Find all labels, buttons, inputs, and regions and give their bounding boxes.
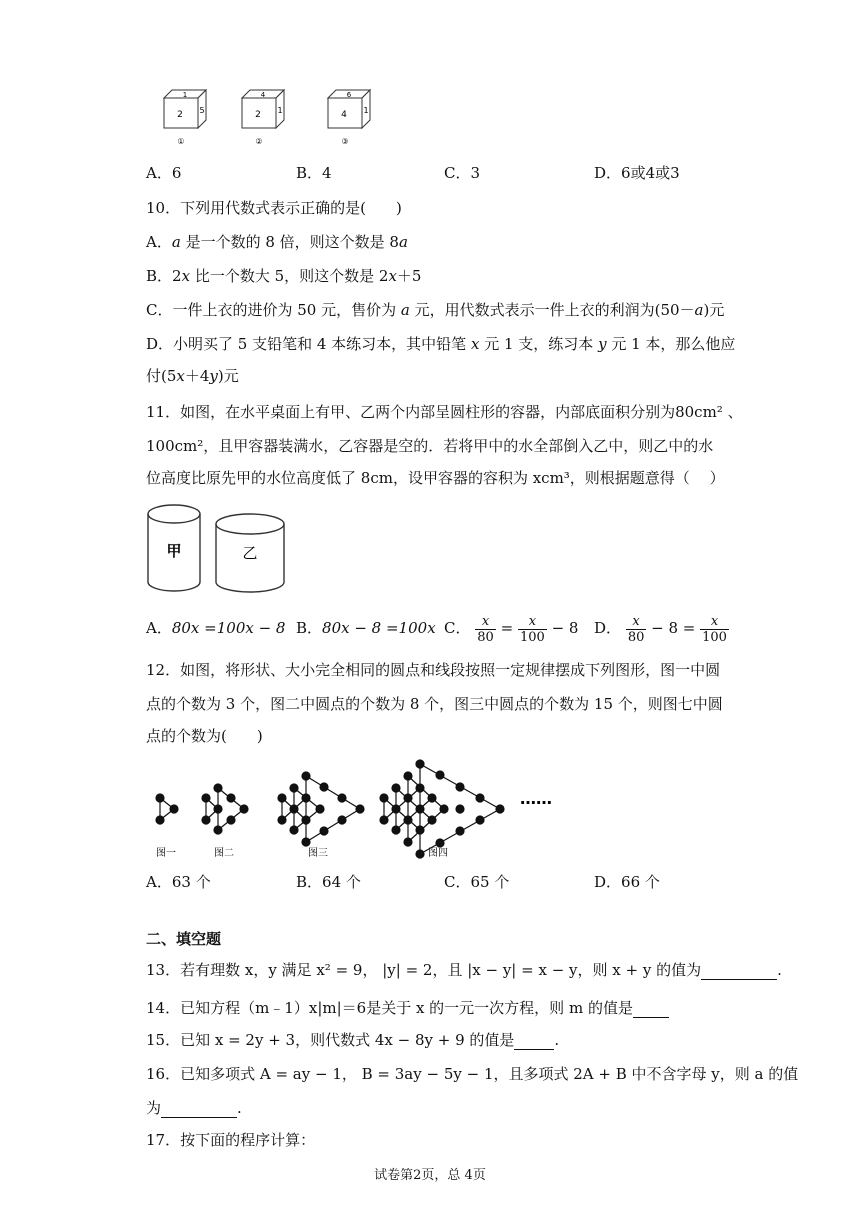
q17: 17．按下面的程序计算：	[146, 1131, 316, 1149]
q10-d2-var2: y	[209, 367, 218, 385]
q11-option-c	[444, 608, 578, 648]
q10-d2-end: )元	[217, 367, 239, 385]
q16-line2-text: 为	[146, 1099, 162, 1117]
q9-option-a: A．6	[146, 164, 182, 182]
q10-option-a	[146, 232, 408, 252]
cube-3-front: 4	[341, 110, 347, 120]
q11-d-den2: 100	[702, 629, 727, 645]
figure-label-3: 图三	[308, 848, 328, 859]
q10-d2-var: x	[176, 367, 185, 385]
q10-d-mid: 元 1 支，练习本	[479, 335, 599, 353]
q11-b-label: B．	[296, 619, 323, 637]
q11-line1: 11．如图，在水平桌面上有甲、乙两个内部呈圆柱形的容器，内部底面积分别为80cm² 、	[146, 403, 743, 421]
q10-b-end: ＋5	[396, 267, 422, 285]
q11-d-label: D．	[594, 619, 622, 637]
q10-c-pre: C．一件上衣的进价为 50 元，售价为	[146, 301, 401, 319]
q11-a-text: 80x =100x − 8	[171, 619, 286, 637]
figure-ellipsis: ……	[520, 789, 552, 808]
q10-option-d-line2	[146, 366, 239, 386]
q10-d2-pre: 付(5	[146, 367, 177, 385]
q9-option-b: B．4	[296, 164, 332, 182]
q11-option-d	[594, 608, 729, 648]
figure-4	[380, 760, 504, 858]
q10-d-pre: D．小明买了 5 支铅笔和 4 本练习本，其中铅笔	[146, 335, 471, 353]
cube-1-front: 2	[177, 110, 183, 120]
q11-line2: 100cm²，且甲容器装满水，乙容器是空的．若将甲中的水全部倒入乙中，则乙中的水	[146, 437, 714, 455]
q11-option-a	[146, 618, 285, 638]
q11-c-num1: x	[475, 614, 496, 630]
q10-d-end: 元 1 本，那么他应	[606, 335, 736, 353]
q13-answer-blank[interactable]	[701, 963, 777, 980]
figure-1	[156, 794, 178, 824]
q10-a-mid: 是一个数的 8 倍，则这个数是 8	[180, 233, 399, 251]
q12-option-d: D．66 个	[594, 873, 660, 891]
q10-b-pre: B．2	[146, 267, 182, 285]
cube-3-side: 1	[363, 106, 369, 115]
q11-b-text: 80x − 8 =100x	[322, 619, 436, 637]
q11-c-num2: x	[518, 614, 547, 630]
q16-line1: 16．已知多项式 A = ay − 1， B = 3ay − 5y − 1，且多项式 2A + B 中不含字母 y，则 a 的值	[146, 1065, 799, 1083]
figure-label-1: 图一	[156, 848, 176, 859]
container-yi	[216, 514, 284, 592]
q11-c-frac1	[475, 614, 496, 645]
cube-1-side: 5	[199, 106, 205, 115]
container-figure	[144, 500, 294, 600]
q11-c-eq: =	[500, 619, 514, 637]
q13	[146, 960, 782, 980]
q11-d-frac2	[700, 614, 729, 645]
container-yi-label: 乙	[242, 544, 258, 562]
cube-2	[242, 90, 284, 146]
page-footer: 试卷第2页，总 4页	[374, 1168, 486, 1183]
q16-end: .	[237, 1099, 242, 1117]
q12-line1: 12．如图，将形状、大小完全相同的圆点和线段按照一定规律摆成下列图形，图一中圆	[146, 661, 721, 679]
q15-answer-blank[interactable]	[514, 1033, 554, 1050]
q11-c-tail: − 8	[551, 619, 579, 637]
q11-d-frac1	[626, 614, 647, 645]
q11-option-b	[296, 618, 436, 638]
q10-c-end: )元	[703, 301, 725, 319]
cube-2-top: 4	[260, 91, 266, 99]
q11-d-den1: 80	[627, 629, 645, 645]
cube-1	[164, 90, 206, 146]
q10-stem: 10．下列用代数式表示正确的是( )	[146, 199, 402, 217]
figure-label-2: 图二	[214, 848, 234, 859]
container-jia-label: 甲	[166, 542, 182, 560]
q11-d-num2: x	[700, 614, 729, 630]
cube-3	[328, 90, 370, 146]
q15-text: 15．已知 x = 2y + 3，则代数式 4x − 8y + 9 的值是	[146, 1031, 515, 1049]
q15-end: .	[554, 1031, 560, 1049]
q9-option-c: C．3	[444, 164, 481, 182]
q16-answer-blank[interactable]	[161, 1101, 237, 1118]
cube-2-front: 2	[255, 110, 261, 120]
q14	[146, 998, 669, 1018]
cube-3-label: ③	[341, 137, 349, 146]
cube-3-top: 6	[346, 91, 352, 99]
q12-option-c: C．65 个	[444, 873, 510, 891]
q10-option-c	[146, 300, 724, 320]
q10-c-var2: a	[694, 301, 704, 319]
q11-c-frac2	[518, 614, 547, 645]
q12-option-b: B．64 个	[296, 873, 361, 891]
figure-2	[202, 784, 248, 834]
figure-label-4: 图四	[428, 848, 448, 859]
container-jia	[148, 505, 200, 591]
q11-line3: 位高度比原先甲的水位高度低了 8cm，设甲容器的容积为 xcm³，则根据题意得（ ）	[146, 469, 725, 487]
q13-end: .	[777, 961, 782, 979]
q14-answer-blank[interactable]	[633, 1001, 669, 1018]
q10-b-mid: 比一个数大 5，则这个数是 2	[190, 267, 389, 285]
q11-c-label: C．	[444, 619, 471, 637]
q11-c-den2: 100	[519, 629, 545, 645]
dot-pattern-figure	[148, 750, 568, 862]
q10-d-var2: y	[598, 335, 607, 353]
q14-text: 14．已知方程（m﹣1）x|m|＝6是关于 x 的一元一次方程，则 m 的值是	[146, 999, 633, 1017]
cube-1-top: 1	[182, 91, 188, 99]
q16-line2	[146, 1098, 242, 1118]
q11-d-num1: x	[626, 614, 647, 630]
q10-a-var2: a	[398, 233, 408, 251]
cube-2-label: ②	[255, 137, 263, 146]
q9-option-d: D．6或4或3	[594, 164, 680, 182]
q13-text: 13．若有理数 x，y 满足 x² = 9， |y| = 2，且 |x − y| = x − y，则 x + y 的值为	[146, 961, 702, 979]
q11-a-label: A．	[146, 619, 172, 637]
q10-c-mid: 元，用代数式表示一件上衣的利润为(50－	[409, 301, 695, 319]
q10-option-d-line1	[146, 334, 735, 354]
q11-c-den1: 80	[477, 629, 494, 645]
figure-3	[278, 772, 364, 846]
q10-a-var: a	[171, 233, 181, 251]
q10-a-pre: A．	[146, 233, 172, 251]
q10-c-var: a	[400, 301, 410, 319]
q10-d2-mid: ＋4	[184, 367, 210, 385]
q10-b-var: x	[181, 267, 191, 285]
q10-d-var: x	[470, 335, 480, 353]
q15	[146, 1030, 559, 1050]
section-title: 二、填空题	[146, 930, 222, 948]
q12-option-a: A．63 个	[146, 873, 211, 891]
cube-figures	[150, 78, 400, 148]
q11-d-mid: − 8 =	[651, 619, 696, 637]
cube-2-side: 1	[277, 106, 283, 115]
q12-line3: 点的个数为( )	[146, 727, 263, 745]
q12-line2: 点的个数为 3 个，图二中圆点的个数为 8 个，图三中圆点的个数为 15 个，则图七中圆	[146, 695, 723, 713]
q10-option-b	[146, 266, 421, 286]
q10-b-var2: x	[388, 267, 397, 285]
cube-1-label: ①	[177, 137, 185, 146]
